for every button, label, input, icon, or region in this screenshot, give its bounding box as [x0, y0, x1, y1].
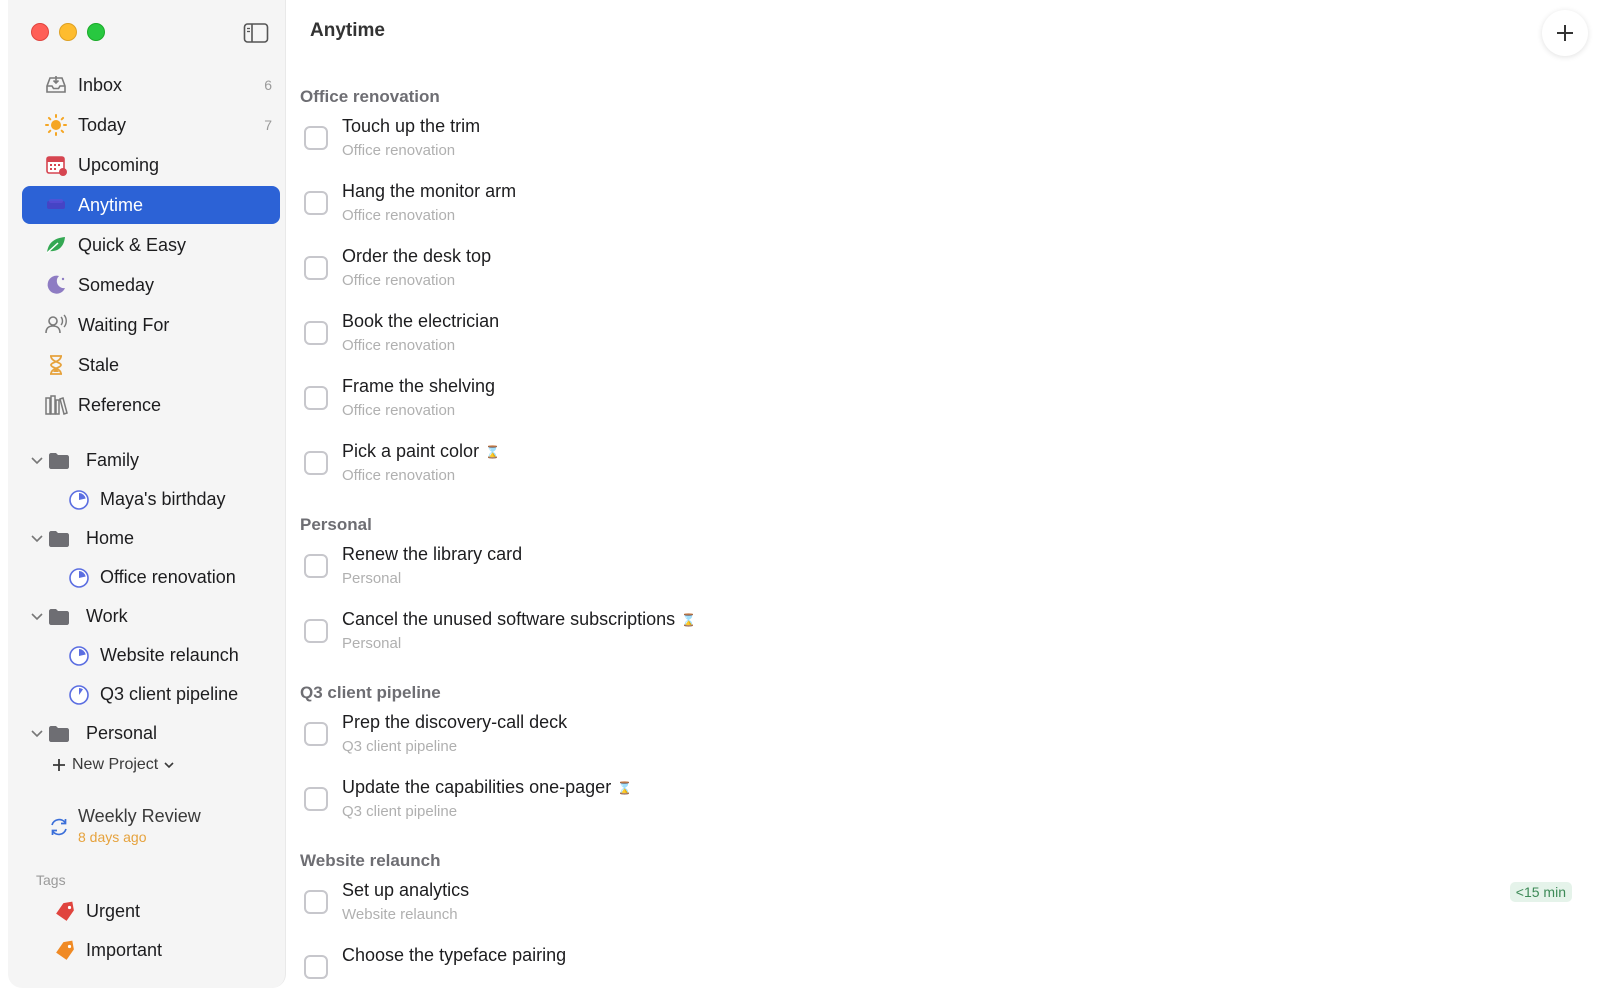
sidebar-item-anytime[interactable] — [22, 186, 280, 224]
task-project: Office renovation — [342, 142, 456, 159]
project-progress-icon — [68, 489, 90, 511]
task-row[interactable] — [300, 540, 1600, 605]
chevron-down-icon[interactable] — [28, 457, 46, 465]
task-title: Pick a paint color — [342, 441, 480, 461]
tags-list — [22, 892, 280, 970]
task-checkbox[interactable] — [304, 722, 328, 746]
task-row[interactable] — [300, 177, 1600, 242]
sun-icon — [44, 113, 68, 137]
sidebar-item-quick-easy[interactable] — [22, 226, 280, 264]
section-heading: Office renovation — [300, 87, 440, 106]
refresh-icon — [48, 816, 70, 838]
task-title: Choose the typeface pairing — [342, 945, 567, 965]
task-title: Renew the library card — [342, 544, 523, 564]
task-checkbox[interactable] — [304, 451, 328, 475]
sidebar-item-reference[interactable] — [22, 386, 280, 424]
task-checkbox[interactable] — [304, 787, 328, 811]
duration-badge: <15 min — [1510, 882, 1572, 902]
stack-icon — [44, 193, 68, 217]
weekly-review[interactable] — [48, 806, 201, 845]
folder-icon — [48, 452, 72, 470]
sidebar-item-label: Someday — [78, 274, 155, 295]
task-project: Office renovation — [342, 337, 456, 354]
plus-icon — [52, 758, 66, 772]
task-project: Office renovation — [342, 207, 456, 224]
task-project: Personal — [342, 635, 402, 652]
hourglass-icon: ⌛ — [681, 612, 697, 627]
task-row[interactable] — [300, 773, 1600, 838]
task-title: Update the capabilities one-pager — [342, 777, 612, 797]
inbox-count: 6 — [264, 77, 272, 93]
hourglass-icon: ⌛ — [485, 444, 501, 459]
project-office-renovation[interactable] — [22, 558, 280, 597]
section-heading: Q3 client pipeline — [300, 683, 441, 702]
tag-important[interactable] — [22, 931, 280, 970]
project-label: Maya's birthday — [100, 489, 226, 509]
tag-icon — [54, 901, 76, 923]
task-checkbox[interactable] — [304, 890, 328, 914]
project-q3-client-pipeline[interactable] — [22, 675, 280, 714]
task-title: Order the desk top — [342, 246, 492, 266]
area-label: Home — [86, 528, 135, 548]
sidebar-item-label: Quick & Easy — [78, 234, 187, 255]
sidebar-item-someday[interactable] — [22, 266, 280, 304]
task-project: Office renovation — [342, 467, 456, 484]
new-project-label: New Project — [72, 756, 159, 773]
area-personal[interactable] — [22, 714, 280, 753]
chevron-down-icon[interactable] — [28, 730, 46, 738]
section-heading: Personal — [300, 515, 372, 534]
area-label: Personal — [86, 723, 158, 743]
task-row[interactable] — [300, 437, 1600, 502]
task-row[interactable] — [300, 708, 1600, 773]
task-checkbox[interactable] — [304, 126, 328, 150]
area-label: Family — [86, 450, 139, 470]
sidebar-item-label: Reference — [78, 394, 162, 415]
task-title: Cancel the unused software subscriptions — [342, 609, 676, 629]
inbox-icon — [44, 73, 68, 97]
task-checkbox[interactable] — [304, 191, 328, 215]
close-window-button[interactable] — [31, 23, 49, 41]
task-row[interactable] — [300, 112, 1600, 177]
window-controls — [31, 23, 105, 41]
sidebar-item-upcoming[interactable] — [22, 146, 280, 184]
chevron-down-icon — [164, 761, 174, 769]
tag-icon — [54, 940, 76, 962]
task-project: Q3 client pipeline — [342, 738, 458, 755]
task-checkbox[interactable] — [304, 321, 328, 345]
minimize-window-button[interactable] — [59, 23, 77, 41]
section-heading: Website relaunch — [300, 851, 441, 870]
project-progress-icon — [68, 645, 90, 667]
sidebar-item-stale[interactable] — [22, 346, 280, 384]
task-title: Prep the discovery-call deck — [342, 712, 568, 732]
task-title: Book the electrician — [342, 311, 500, 331]
task-row[interactable] — [300, 307, 1600, 372]
task-row[interactable] — [300, 372, 1600, 437]
task-project: Q3 client pipeline — [342, 803, 458, 820]
sidebar-item-label: Anytime — [78, 194, 144, 215]
task-checkbox[interactable] — [304, 256, 328, 280]
hourglass-icon — [44, 353, 68, 377]
project-progress-icon — [68, 567, 90, 589]
tag-label: Important — [86, 940, 163, 960]
section-office-renovation — [300, 82, 1600, 502]
task-checkbox[interactable] — [304, 955, 328, 979]
sidebar-item-label: Today — [78, 114, 127, 135]
task-project: Office renovation — [342, 402, 456, 419]
area-family[interactable] — [22, 441, 280, 480]
add-task-button[interactable] — [1542, 10, 1588, 56]
task-title: Set up analytics — [342, 880, 470, 900]
moon-icon — [44, 273, 68, 297]
task-row[interactable] — [300, 876, 1600, 941]
task-project: Website relaunch — [342, 906, 458, 923]
area-label: Work — [86, 606, 128, 626]
sidebar-item-inbox[interactable] — [22, 66, 280, 104]
areas-list — [22, 441, 280, 753]
folder-icon — [48, 530, 72, 548]
main-content — [290, 0, 1600, 1000]
chevron-down-icon[interactable] — [28, 535, 46, 543]
task-title: Touch up the trim — [342, 116, 481, 136]
today-count: 7 — [264, 117, 272, 133]
task-checkbox[interactable] — [304, 386, 328, 410]
project-label: Q3 client pipeline — [100, 684, 239, 704]
calendar-icon — [44, 153, 68, 177]
hourglass-icon: ⌛ — [617, 780, 633, 795]
person-waves-icon — [44, 313, 68, 337]
sidebar-item-waiting-for[interactable] — [22, 306, 280, 344]
task-title: Hang the monitor arm — [342, 181, 517, 201]
sidebar — [8, 0, 286, 988]
sidebar-toggle-icon[interactable] — [243, 22, 269, 44]
sidebar-nav — [22, 66, 280, 426]
task-list — [300, 82, 1600, 1000]
page-title: Anytime — [310, 20, 385, 41]
books-icon — [44, 393, 68, 417]
new-project-button[interactable] — [52, 756, 174, 774]
project-mayas-birthday[interactable] — [22, 480, 280, 519]
folder-icon — [48, 725, 72, 743]
section-website-relaunch — [300, 846, 1600, 1000]
tag-label: Urgent — [86, 901, 141, 921]
task-project: Office renovation — [342, 272, 456, 289]
tag-urgent[interactable] — [22, 892, 280, 931]
weekly-review-title: Weekly Review — [78, 806, 201, 826]
sidebar-item-label: Waiting For — [78, 314, 170, 335]
section-personal — [300, 510, 1600, 670]
plus-icon — [1555, 23, 1575, 43]
project-label: Office renovation — [100, 567, 236, 587]
task-checkbox[interactable] — [304, 554, 328, 578]
weekly-review-subtitle: 8 days ago — [78, 829, 147, 845]
area-home[interactable] — [22, 519, 280, 558]
sidebar-item-today[interactable] — [22, 106, 280, 144]
tags-heading: Tags — [36, 872, 66, 888]
sidebar-item-label: Upcoming — [78, 154, 160, 175]
task-row[interactable] — [300, 242, 1600, 307]
project-progress-icon — [68, 684, 90, 706]
section-q3-client-pipeline — [300, 678, 1600, 838]
task-row[interactable] — [300, 605, 1600, 670]
area-work[interactable] — [22, 597, 280, 636]
sidebar-item-label: Inbox — [78, 74, 123, 95]
task-row[interactable] — [300, 941, 1600, 1000]
task-project: Personal — [342, 570, 402, 587]
maximize-window-button[interactable] — [87, 23, 105, 41]
project-label: Website relaunch — [100, 645, 239, 665]
project-website-relaunch[interactable] — [22, 636, 280, 675]
task-checkbox[interactable] — [304, 619, 328, 643]
chevron-down-icon[interactable] — [28, 613, 46, 621]
sidebar-item-label: Stale — [78, 354, 120, 375]
folder-icon — [48, 608, 72, 626]
task-title: Frame the shelving — [342, 376, 496, 396]
leaf-icon — [44, 233, 68, 257]
